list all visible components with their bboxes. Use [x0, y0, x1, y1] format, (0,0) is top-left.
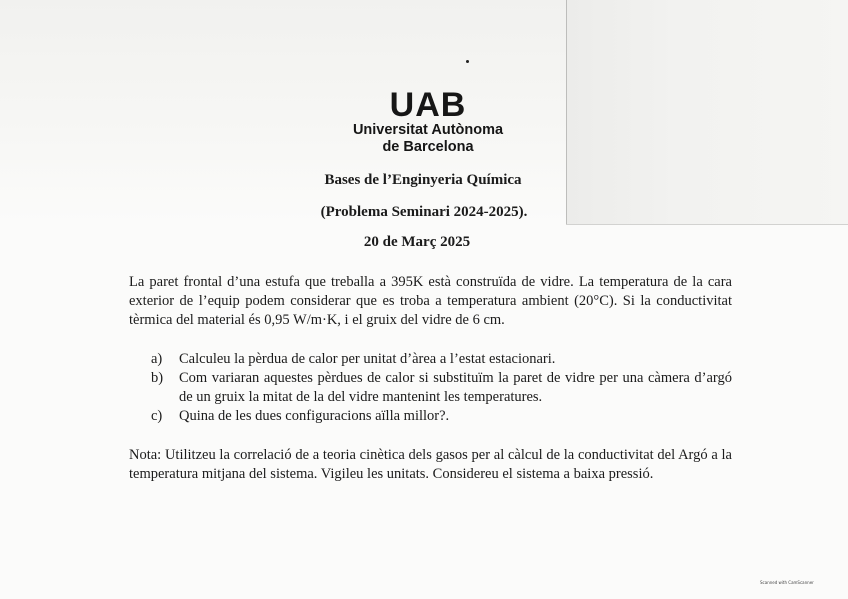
course-title: Bases de l’Enginyeria Química	[324, 172, 522, 188]
problem-statement: La paret frontal d’una estufa que treballa a 395K està construïda de vidre. La temperatura de la cara exterior de l’equip podem considerar que es troba a temperatura ambient (20°C). Si la conductivitat tèrmica del material és 0,95 W/m·K, i el gruix del vidre de 6 cm.	[129, 274, 732, 328]
question-label: a)	[151, 351, 163, 367]
scanner-watermark: Scanned with CamScanner	[760, 580, 814, 585]
note-paragraph: Nota: Utilitzeu la correlació de a teoria cinètica dels gasos per al càlcul de la conductivitat del Argó a la temperatura mitjana del sistema. Vigileu les unitats. Considereu el sistema a baixa pressió.	[129, 447, 732, 482]
question-text: Quina de les dues configuracions aïlla millor?.	[179, 408, 450, 424]
question-label: c)	[151, 408, 163, 424]
logo-university-line1: Universitat Autònoma	[352, 122, 504, 138]
scan-edge-vertical	[566, 0, 567, 225]
document-subtitle: (Problema Seminari 2024-2025).	[320, 204, 528, 220]
question-item	[151, 407, 732, 426]
scan-overlap-shadow	[566, 0, 848, 225]
logo-university-line2: de Barcelona	[382, 139, 474, 155]
scan-speck	[466, 60, 469, 63]
question-item	[151, 350, 732, 369]
question-list	[151, 350, 732, 426]
document-date: 20 de Març 2025	[363, 234, 471, 250]
logo-mark: UAB	[389, 86, 467, 124]
question-label: b)	[151, 370, 164, 386]
question-text: Com variaran aquestes pèrdues de calor si substituïm la paret de vidre per una càmera d’argó de un gruix la mitat de la del vidre mantenint les temperatures.	[179, 370, 732, 405]
question-item	[151, 369, 732, 407]
scan-edge-horizontal	[566, 224, 848, 225]
uab-logo	[340, 88, 516, 156]
question-text: Calculeu la pèrdua de calor per unitat d’àrea a l’estat estacionari.	[179, 351, 556, 367]
